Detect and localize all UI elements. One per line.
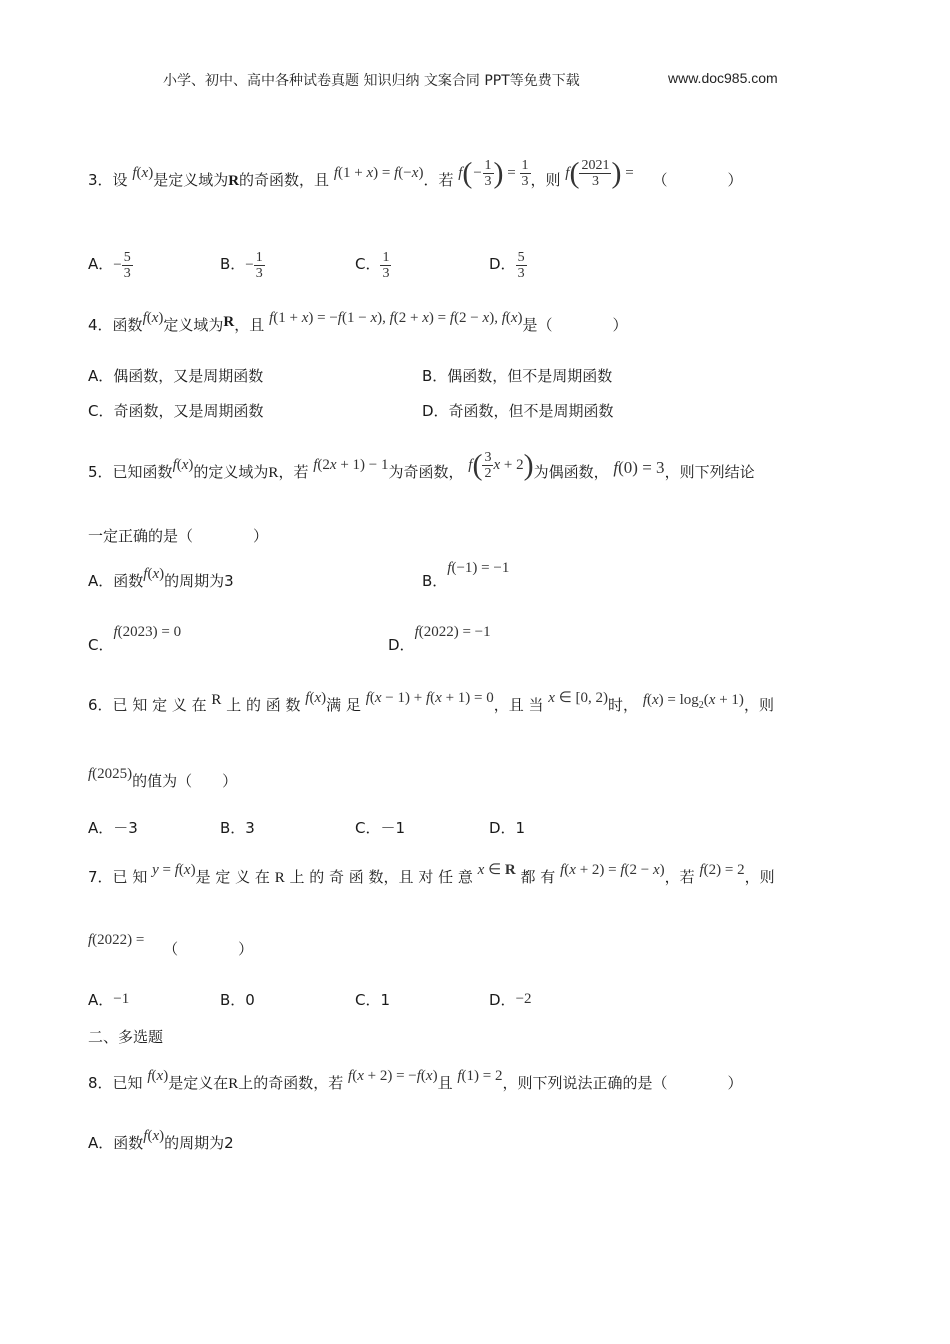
q6-option-a[interactable]: A．－3	[88, 819, 138, 837]
math-expr: f(1 + x) = −f(1 − x), f(2 + x) = f(2 − x), f(x)	[269, 310, 523, 326]
q5-option-d[interactable]: D．f(2022) = −1	[388, 624, 491, 654]
q5-option-b[interactable]: B．f(−1) = −1	[422, 560, 510, 590]
question-8: 8．已知 f(x)是定义在R上的奇函数，若 f(x + 2) = −f(x)且 f(1) = 2，则下列说法正确的是（ ）	[88, 1068, 743, 1092]
question-number: 7．	[88, 868, 113, 886]
q4-option-c[interactable]: C．奇函数，又是周期函数	[88, 402, 264, 420]
q8-option-a[interactable]: A．函数f(x)的周期为2	[88, 1128, 234, 1152]
q7-option-a[interactable]: A．−1	[88, 991, 130, 1009]
math-expr: f(− $\frac{1}{3}$ ) = $\frac{1}{3}$	[458, 156, 529, 190]
question-3: 3．设 f(x)是定义域为R的奇函数，且 f(1 + x) = f(−x)．若 f(− $\frac{1}{3}$ ) = $\frac{1}{3}$ ，则 f( $\frac{2021}{3}$ ) = （ ）	[88, 156, 743, 190]
question-number: 6．	[88, 696, 113, 714]
q4-option-d[interactable]: D．奇函数，但不是周期函数	[422, 402, 614, 420]
question-number: 5．	[88, 463, 113, 481]
question-number: 8．	[88, 1074, 113, 1092]
q7-line2: f(2022) = （ ）	[88, 932, 254, 958]
section-title: 二、多选题	[88, 1028, 164, 1046]
question-5: 5．已知函数f(x)的定义域为R，若 f(2x + 1) − 1为奇函数， f( $\frac{3}{2}$ x + 2)为偶函数， f(0) = 3，则下列结论	[88, 448, 755, 482]
question-4: 4．函数f(x)定义域为R，且 f(1 + x) = −f(1 − x), f(2 + x) = f(2 − x), f(x)是（ ）	[88, 310, 628, 334]
math-expr: f(1 + x) = f(−x)	[333, 165, 424, 181]
q3-option-c[interactable]: C． $\frac{1}{3}$	[355, 250, 390, 282]
q3-option-d[interactable]: D． $\frac{5}{3}$	[489, 250, 525, 282]
header-url[interactable]: www.doc985.com	[668, 70, 778, 86]
q4-option-b[interactable]: B．偶函数，但不是周期函数	[422, 367, 613, 385]
q7-option-d[interactable]: D．−2	[489, 991, 532, 1009]
q3-option-a[interactable]: A．− $\frac{5}{3}$	[88, 250, 131, 282]
header-title: 小学、初中、高中各种试卷真题 知识归纳 文案合同 PPT等免费下载	[163, 73, 580, 89]
q6-option-c[interactable]: C．－1	[355, 819, 406, 837]
question-6: 6．已 知 定 义 在 R 上 的 函 数 f(x)满 足 f(x − 1) + f(x + 1) = 0，且 当 x ∈ [0, 2)时， $f(x) = \log_2(x + 1)$，则	[88, 690, 774, 714]
math-expr: f( $\frac{2021}{3}$ ) =	[565, 156, 634, 190]
q6-line2: f(2025)的值为（ ）	[88, 766, 238, 790]
question-7: 7．已 知 y = f(x)是 定 义 在 R 上 的 奇 函 数，且 对 任 意 x ∈ R 都 有 f(x + 2) = f(2 − x)，若 f(2) = 2，则	[88, 862, 775, 886]
q5-option-a[interactable]: A．函数f(x)的周期为3	[88, 566, 234, 590]
question-number: 3．	[88, 171, 113, 189]
question-number: 4．	[88, 316, 113, 334]
q5-option-c[interactable]: C．f(2023) = 0	[88, 624, 182, 654]
q6-option-b[interactable]: B．3	[220, 819, 255, 837]
q7-option-c[interactable]: C．1	[355, 991, 391, 1009]
q3-option-b[interactable]: B．− $\frac{1}{3}$	[220, 250, 263, 282]
q4-option-a[interactable]: A．偶函数，又是周期函数	[88, 367, 264, 385]
q7-option-b[interactable]: B．0	[220, 991, 255, 1009]
q5-line2: 一定正确的是（ ）	[88, 527, 269, 545]
q6-option-d[interactable]: D．1	[489, 819, 526, 837]
math-fx: f(x)	[132, 165, 154, 181]
